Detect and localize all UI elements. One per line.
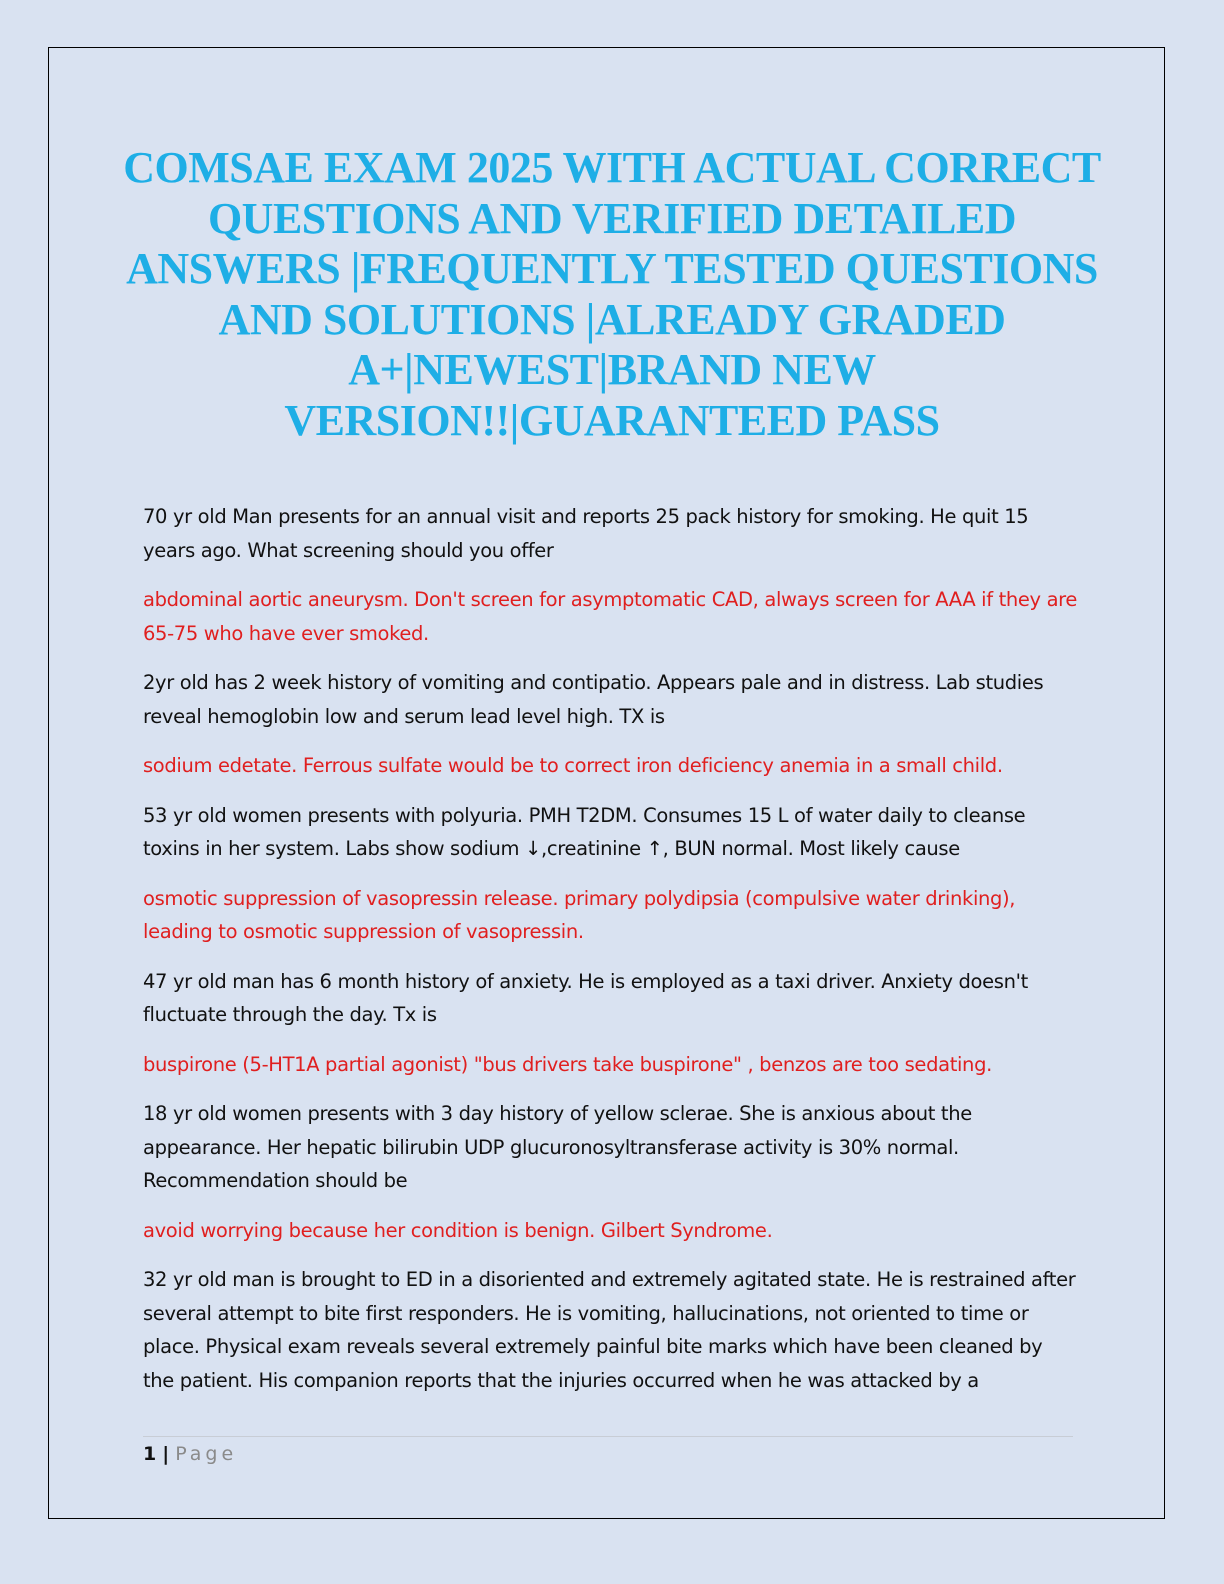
question-5: 18 yr old women presents with 3 day history of yellow sclerae. She is anxious about the appearance. Her hepatic bilirubin UDP glucuronosyltransferase activity is 30% normal. Recommendation should be [143,1102,972,1192]
question-4: 47 yr old man has 6 month history of anxiety. He is employed as a taxi driver. Anxiety doesn't fluctuate through the day. Tx is [143,969,1028,1026]
question-6: 32 yr old man is brought to ED in a disoriented and extremely agitated state. He is restrained after several attempt to bite first responders. He is vomiting, hallucinations, not oriented to time or place. Physical exam reveals several extremely painful bite marks which have been cleaned by the patient. His companion reports that the injuries occurred when he was attacked by a [143,1268,1076,1392]
answer-1: abdominal aortic aneurysm. Don't screen for asymptomatic CAD, always screen for AAA if they are 65-75 who have ever smoked. [143,588,1078,645]
answer-2: sodium edetate. Ferrous sulfate would be to correct iron deficiency anemia in a small child. [143,754,1003,777]
question-2: 2yr old has 2 week history of vomiting and contipatio. Appears pale and in distress. Lab studies reveal hemoglobin low and serum lead level high. TX is [143,671,1044,728]
page-label: Page [175,1443,238,1465]
page-number: 1 [143,1443,157,1465]
document-title: COMSAE EXAM 2025 WITH ACTUAL CORRECT QUESTIONS AND VERIFIED DETAILED ANSWERS |FREQUENTLY TESTED QUESTIONS AND SOLUTIONS |ALREADY GRADED A+|NEWEST|BRAND NEW VERSION!!|GUARANTEED PASS [123,143,1101,445]
footer-separator: | [162,1443,170,1465]
answer-4: buspirone (5-HT1A partial agonist) "bus drivers take buspirone" , benzos are too sedating. [143,1052,992,1076]
page-footer [143,1440,237,1468]
answer-3: osmotic suppression of vasopressin release. primary polydipsia (compulsive water drinking), leading to osmotic suppression of vasopressin. [143,886,1016,943]
answer-5: avoid worrying because her condition is benign. Gilbert Syndrome. [143,1218,773,1242]
footer-divider [143,1436,1073,1437]
question-3: 53 yr old women presents with polyuria. PMH T2DM. Consumes 15 L of water daily to cleanse toxins in her system. Labs show sodium ↓,creatinine ↑, BUN normal. Most likely cause [143,803,1026,860]
qa-content [143,500,1078,1413]
question-1: 70 yr old Man presents for an annual visit and reports 25 pack history for smoking. He quit 15 years ago. What screening should you offer [143,505,1029,562]
